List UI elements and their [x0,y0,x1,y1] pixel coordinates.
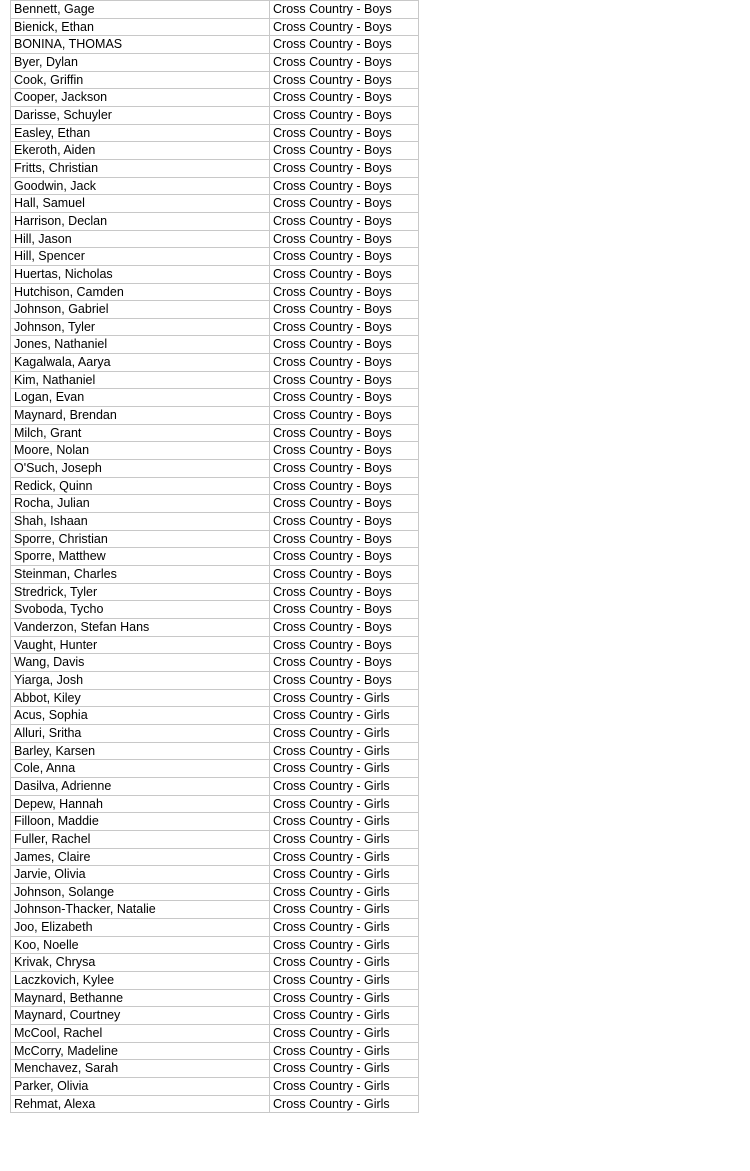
athlete-name-cell[interactable]: Goodwin, Jack [11,178,270,196]
athlete-name-cell[interactable]: Rehmat, Alexa [11,1096,270,1114]
athlete-name-cell[interactable]: Redick, Quinn [11,478,270,496]
athlete-name-cell[interactable]: Laczkovich, Kylee [11,972,270,990]
team-cell[interactable]: Cross Country - Girls [270,884,419,902]
table-row [11,849,419,867]
athlete-name-cell[interactable]: Fuller, Rachel [11,831,270,849]
table-row [11,972,419,990]
athlete-name-cell[interactable]: Hutchison, Camden [11,284,270,302]
table-row [11,725,419,743]
table-row [11,831,419,849]
table-row [11,1007,419,1025]
table-row [11,778,419,796]
table-row [11,672,419,690]
athlete-name-cell[interactable]: Sporre, Christian [11,531,270,549]
team-cell[interactable]: Cross Country - Boys [270,336,419,354]
athlete-name-cell[interactable]: Yiarga, Josh [11,672,270,690]
team-cell[interactable]: Cross Country - Boys [270,407,419,425]
table-row [11,1078,419,1096]
team-cell[interactable]: Cross Country - Girls [270,796,419,814]
table-row [11,89,419,107]
athlete-name-cell[interactable]: Hill, Spencer [11,248,270,266]
table-row [11,425,419,443]
athlete-name-cell[interactable]: Parker, Olivia [11,1078,270,1096]
athlete-name-cell[interactable]: Ekeroth, Aiden [11,142,270,160]
table-row [11,990,419,1008]
table-row [11,354,419,372]
table-row [11,566,419,584]
athlete-name-cell[interactable]: Jones, Nathaniel [11,336,270,354]
table-row [11,231,419,249]
table-row [11,372,419,390]
table-row [11,195,419,213]
table-row [11,72,419,90]
athlete-name-cell[interactable]: Johnson, Solange [11,884,270,902]
athlete-name-cell[interactable]: Darisse, Schuyler [11,107,270,125]
team-cell[interactable]: Cross Country - Boys [270,160,419,178]
athlete-name-cell[interactable]: Alluri, Sritha [11,725,270,743]
athlete-name-cell[interactable]: Hill, Jason [11,231,270,249]
table-row [11,690,419,708]
team-cell[interactable]: Cross Country - Girls [270,707,419,725]
team-cell[interactable]: Cross Country - Boys [270,19,419,37]
table-row [11,178,419,196]
roster-table [10,0,419,1113]
table-row [11,796,419,814]
athlete-name-cell[interactable]: Joo, Elizabeth [11,919,270,937]
athlete-name-cell[interactable]: Rocha, Julian [11,495,270,513]
table-row [11,654,419,672]
table-row [11,548,419,566]
athlete-name-cell[interactable]: Jarvie, Olivia [11,866,270,884]
athlete-name-cell[interactable]: Wang, Davis [11,654,270,672]
team-cell[interactable]: Cross Country - Boys [270,89,419,107]
athlete-name-cell[interactable]: Shah, Ishaan [11,513,270,531]
table-row [11,284,419,302]
team-cell[interactable]: Cross Country - Girls [270,990,419,1008]
team-cell[interactable]: Cross Country - Girls [270,1025,419,1043]
athlete-name-cell[interactable]: O'Such, Joseph [11,460,270,478]
team-cell[interactable]: Cross Country - Boys [270,442,419,460]
team-cell[interactable]: Cross Country - Girls [270,760,419,778]
team-cell[interactable]: Cross Country - Girls [270,901,419,919]
table-row [11,584,419,602]
table-row [11,407,419,425]
athlete-name-cell[interactable]: Fritts, Christian [11,160,270,178]
team-cell[interactable]: Cross Country - Boys [270,319,419,337]
athlete-name-cell[interactable]: BONINA, THOMAS [11,36,270,54]
team-cell[interactable]: Cross Country - Girls [270,866,419,884]
athlete-name-cell[interactable]: Johnson-Thacker, Natalie [11,901,270,919]
team-cell[interactable]: Cross Country - Girls [270,831,419,849]
team-cell[interactable]: Cross Country - Boys [270,36,419,54]
team-cell[interactable]: Cross Country - Girls [270,690,419,708]
athlete-name-cell[interactable]: Bennett, Gage [11,1,270,19]
athlete-name-cell[interactable]: Logan, Evan [11,389,270,407]
table-row [11,707,419,725]
table-row [11,813,419,831]
table-row [11,495,419,513]
team-cell[interactable]: Cross Country - Boys [270,284,419,302]
table-row [11,160,419,178]
team-cell[interactable]: Cross Country - Boys [270,354,419,372]
athlete-name-cell[interactable]: Dasilva, Adrienne [11,778,270,796]
table-row [11,125,419,143]
table-row [11,531,419,549]
athlete-name-cell[interactable]: Cook, Griffin [11,72,270,90]
team-cell[interactable]: Cross Country - Girls [270,1096,419,1114]
athlete-name-cell[interactable]: Cooper, Jackson [11,89,270,107]
table-row [11,919,419,937]
table-row [11,319,419,337]
athlete-name-cell[interactable]: Milch, Grant [11,425,270,443]
team-cell[interactable]: Cross Country - Girls [270,937,419,955]
team-cell[interactable]: Cross Country - Boys [270,425,419,443]
team-cell[interactable]: Cross Country - Boys [270,195,419,213]
athlete-name-cell[interactable]: Acus, Sophia [11,707,270,725]
team-cell[interactable]: Cross Country - Boys [270,72,419,90]
table-row [11,248,419,266]
team-cell[interactable]: Cross Country - Boys [270,301,419,319]
athlete-name-cell[interactable]: Byer, Dylan [11,54,270,72]
athlete-name-cell[interactable]: Krivak, Chrysa [11,954,270,972]
athlete-name-cell[interactable]: Stredrick, Tyler [11,584,270,602]
athlete-name-cell[interactable]: Maynard, Brendan [11,407,270,425]
team-cell[interactable]: Cross Country - Boys [270,389,419,407]
table-row [11,142,419,160]
table-row [11,442,419,460]
table-row [11,901,419,919]
table-row [11,36,419,54]
athlete-name-cell[interactable]: Menchavez, Sarah [11,1060,270,1078]
athlete-name-cell[interactable]: Vaught, Hunter [11,637,270,655]
table-row [11,884,419,902]
table-row [11,389,419,407]
team-cell[interactable]: Cross Country - Boys [270,495,419,513]
team-cell[interactable]: Cross Country - Girls [270,1043,419,1061]
athlete-name-cell[interactable]: Koo, Noelle [11,937,270,955]
table-row [11,619,419,637]
athlete-name-cell[interactable]: Sporre, Matthew [11,548,270,566]
team-cell[interactable]: Cross Country - Girls [270,813,419,831]
athlete-name-cell[interactable]: Maynard, Bethanne [11,990,270,1008]
table-row [11,513,419,531]
athlete-name-cell[interactable]: Svoboda, Tycho [11,601,270,619]
athlete-name-cell[interactable]: Barley, Karsen [11,743,270,761]
table-row [11,937,419,955]
team-cell[interactable]: Cross Country - Girls [270,1007,419,1025]
team-cell[interactable]: Cross Country - Boys [270,213,419,231]
team-cell[interactable]: Cross Country - Girls [270,972,419,990]
table-row [11,743,419,761]
table-row [11,1043,419,1061]
athlete-name-cell[interactable]: McCool, Rachel [11,1025,270,1043]
table-row [11,460,419,478]
athlete-name-cell[interactable]: James, Claire [11,849,270,867]
team-cell[interactable]: Cross Country - Boys [270,513,419,531]
team-cell[interactable]: Cross Country - Boys [270,125,419,143]
athlete-name-cell[interactable]: Maynard, Courtney [11,1007,270,1025]
table-row [11,637,419,655]
table-row [11,107,419,125]
athlete-name-cell[interactable]: Harrison, Declan [11,213,270,231]
team-cell[interactable]: Cross Country - Boys [270,231,419,249]
athlete-name-cell[interactable]: Moore, Nolan [11,442,270,460]
table-row [11,1096,419,1114]
team-cell[interactable]: Cross Country - Boys [270,1,419,19]
athlete-name-cell[interactable]: McCorry, Madeline [11,1043,270,1061]
team-cell[interactable]: Cross Country - Boys [270,584,419,602]
team-cell[interactable]: Cross Country - Boys [270,654,419,672]
athlete-name-cell[interactable]: Abbot, Kiley [11,690,270,708]
table-row [11,1060,419,1078]
team-cell[interactable]: Cross Country - Boys [270,619,419,637]
team-cell[interactable]: Cross Country - Boys [270,637,419,655]
athlete-name-cell[interactable]: Kagalwala, Aarya [11,354,270,372]
table-row [11,1,419,19]
table-row [11,478,419,496]
team-cell[interactable]: Cross Country - Boys [270,54,419,72]
team-cell[interactable]: Cross Country - Boys [270,531,419,549]
team-cell[interactable]: Cross Country - Boys [270,372,419,390]
team-cell[interactable]: Cross Country - Boys [270,178,419,196]
table-row [11,213,419,231]
athlete-name-cell[interactable]: Easley, Ethan [11,125,270,143]
table-row [11,601,419,619]
table-row [11,760,419,778]
table-row [11,954,419,972]
table-row [11,54,419,72]
table-row [11,301,419,319]
team-cell[interactable]: Cross Country - Girls [270,849,419,867]
team-cell[interactable]: Cross Country - Boys [270,548,419,566]
team-cell[interactable]: Cross Country - Boys [270,142,419,160]
team-cell[interactable]: Cross Country - Girls [270,1078,419,1096]
athlete-name-cell[interactable]: Vanderzon, Stefan Hans [11,619,270,637]
team-cell[interactable]: Cross Country - Girls [270,743,419,761]
team-cell[interactable]: Cross Country - Girls [270,725,419,743]
athlete-name-cell[interactable]: Huertas, Nicholas [11,266,270,284]
athlete-name-cell[interactable]: Steinman, Charles [11,566,270,584]
team-cell[interactable]: Cross Country - Boys [270,266,419,284]
team-cell[interactable]: Cross Country - Boys [270,601,419,619]
athlete-name-cell[interactable]: Filloon, Maddie [11,813,270,831]
table-row [11,866,419,884]
athlete-name-cell[interactable]: Cole, Anna [11,760,270,778]
team-cell[interactable]: Cross Country - Girls [270,919,419,937]
athlete-name-cell[interactable]: Johnson, Gabriel [11,301,270,319]
athlete-name-cell[interactable]: Depew, Hannah [11,796,270,814]
team-cell[interactable]: Cross Country - Boys [270,460,419,478]
team-cell[interactable]: Cross Country - Boys [270,672,419,690]
team-cell[interactable]: Cross Country - Boys [270,248,419,266]
team-cell[interactable]: Cross Country - Girls [270,778,419,796]
table-row [11,19,419,37]
team-cell[interactable]: Cross Country - Boys [270,107,419,125]
table-row [11,336,419,354]
athlete-name-cell[interactable]: Kim, Nathaniel [11,372,270,390]
team-cell[interactable]: Cross Country - Girls [270,954,419,972]
team-cell[interactable]: Cross Country - Boys [270,478,419,496]
table-row [11,266,419,284]
athlete-name-cell[interactable]: Bienick, Ethan [11,19,270,37]
table-row [11,1025,419,1043]
team-cell[interactable]: Cross Country - Boys [270,566,419,584]
team-cell[interactable]: Cross Country - Girls [270,1060,419,1078]
athlete-name-cell[interactable]: Johnson, Tyler [11,319,270,337]
athlete-name-cell[interactable]: Hall, Samuel [11,195,270,213]
